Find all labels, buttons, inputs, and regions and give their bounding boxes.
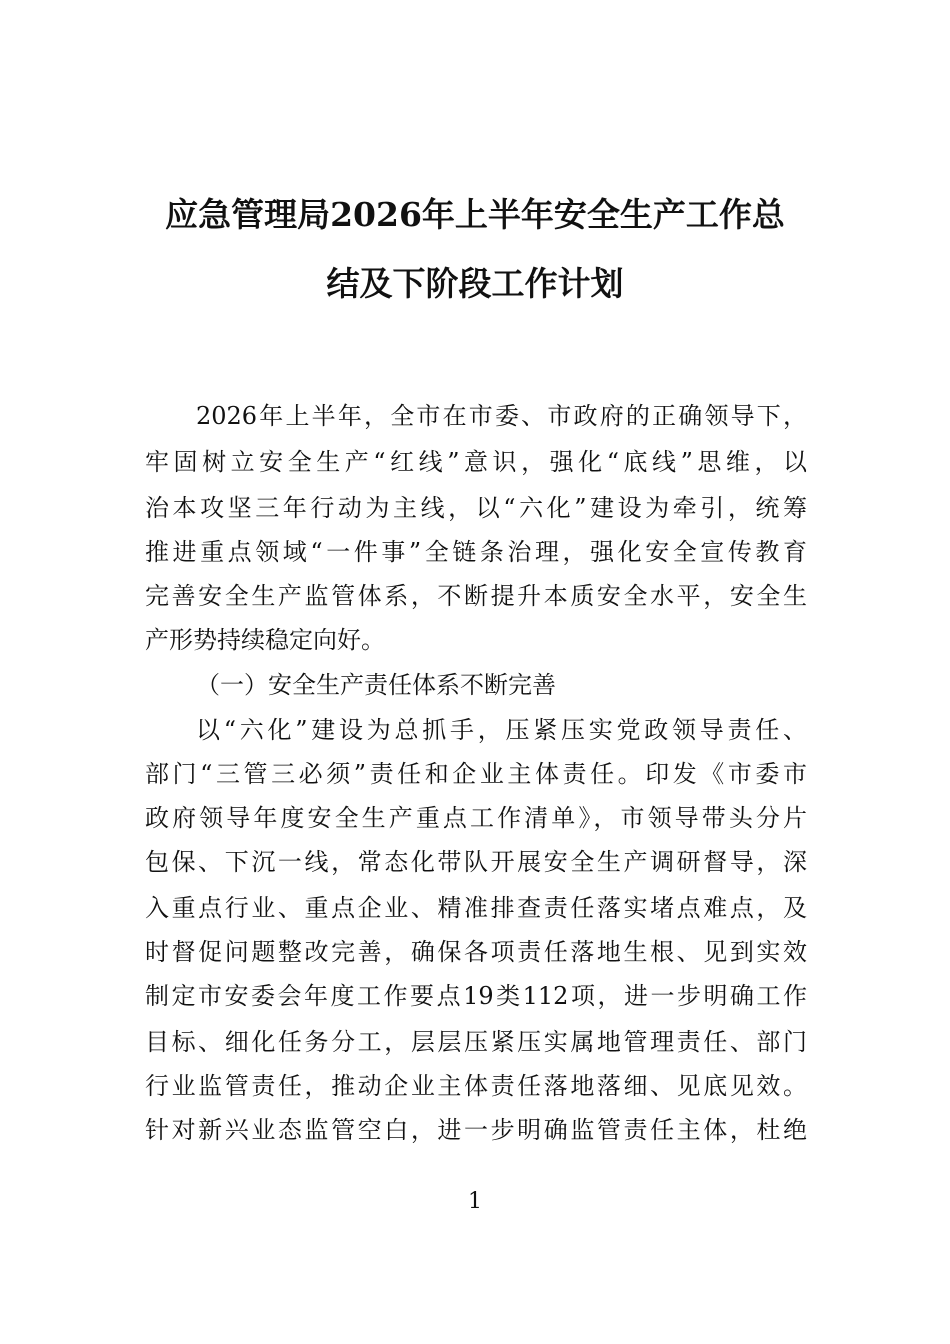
paragraph-1-line-2: 牢固树立安全生产“红线”意识，强化“底线”思维，以: [145, 448, 807, 476]
paragraph-2-line-5: 入重点行业、重点企业、精准排查责任落实堵点难点，及: [145, 894, 807, 922]
paragraph-2-line-9: 行业监管责任，推动企业主体责任落地落细、见底见效。: [145, 1072, 807, 1100]
document-title-line-1: 应急管理局2026年上半年安全生产工作总: [165, 195, 785, 234]
paragraph-2-line-1: 以“六化”建设为总抓手，压紧压实党政领导责任、: [196, 716, 807, 744]
paragraph-1-line-1: 2026年上半年，全市在市委、市政府的正确领导下，: [196, 402, 807, 430]
document-title-line-2: 结及下阶段工作计划: [326, 264, 624, 303]
section-heading: （一）安全生产责任体系不断完善: [196, 671, 556, 699]
paragraph-1-line-5: 完善安全生产监管体系，不断提升本质安全水平，安全生: [145, 582, 807, 610]
paragraph-2-line-10: 针对新兴业态监管空白，进一步明确监管责任主体，杜绝: [145, 1116, 807, 1144]
paragraph-1-line-4: 推进重点领域“一件事”全链条治理，强化安全宣传教育: [145, 538, 807, 566]
page-number: 1: [468, 1189, 482, 1214]
paragraph-1-line-3: 治本攻坚三年行动为主线，以“六化”建设为牵引，统筹: [145, 494, 807, 522]
paragraph-2-line-7: 制定市安委会年度工作要点19类112项，进一步明确工作: [145, 982, 807, 1010]
paragraph-2-line-2: 部门“三管三必须”责任和企业主体责任。印发《市委市: [145, 760, 807, 788]
paragraph-2-line-6: 时督促问题整改完善，确保各项责任落地生根、见到实效: [145, 938, 807, 966]
paragraph-2-line-3: 政府领导年度安全生产重点工作清单》，市领导带头分片: [145, 804, 807, 832]
paragraph-1-line-6: 产形势持续稳定向好。: [145, 626, 385, 654]
paragraph-2-line-8: 目标、细化任务分工，层层压紧压实属地管理责任、部门: [145, 1028, 807, 1056]
paragraph-2-line-4: 包保、下沉一线，常态化带队开展安全生产调研督导，深: [145, 848, 807, 876]
